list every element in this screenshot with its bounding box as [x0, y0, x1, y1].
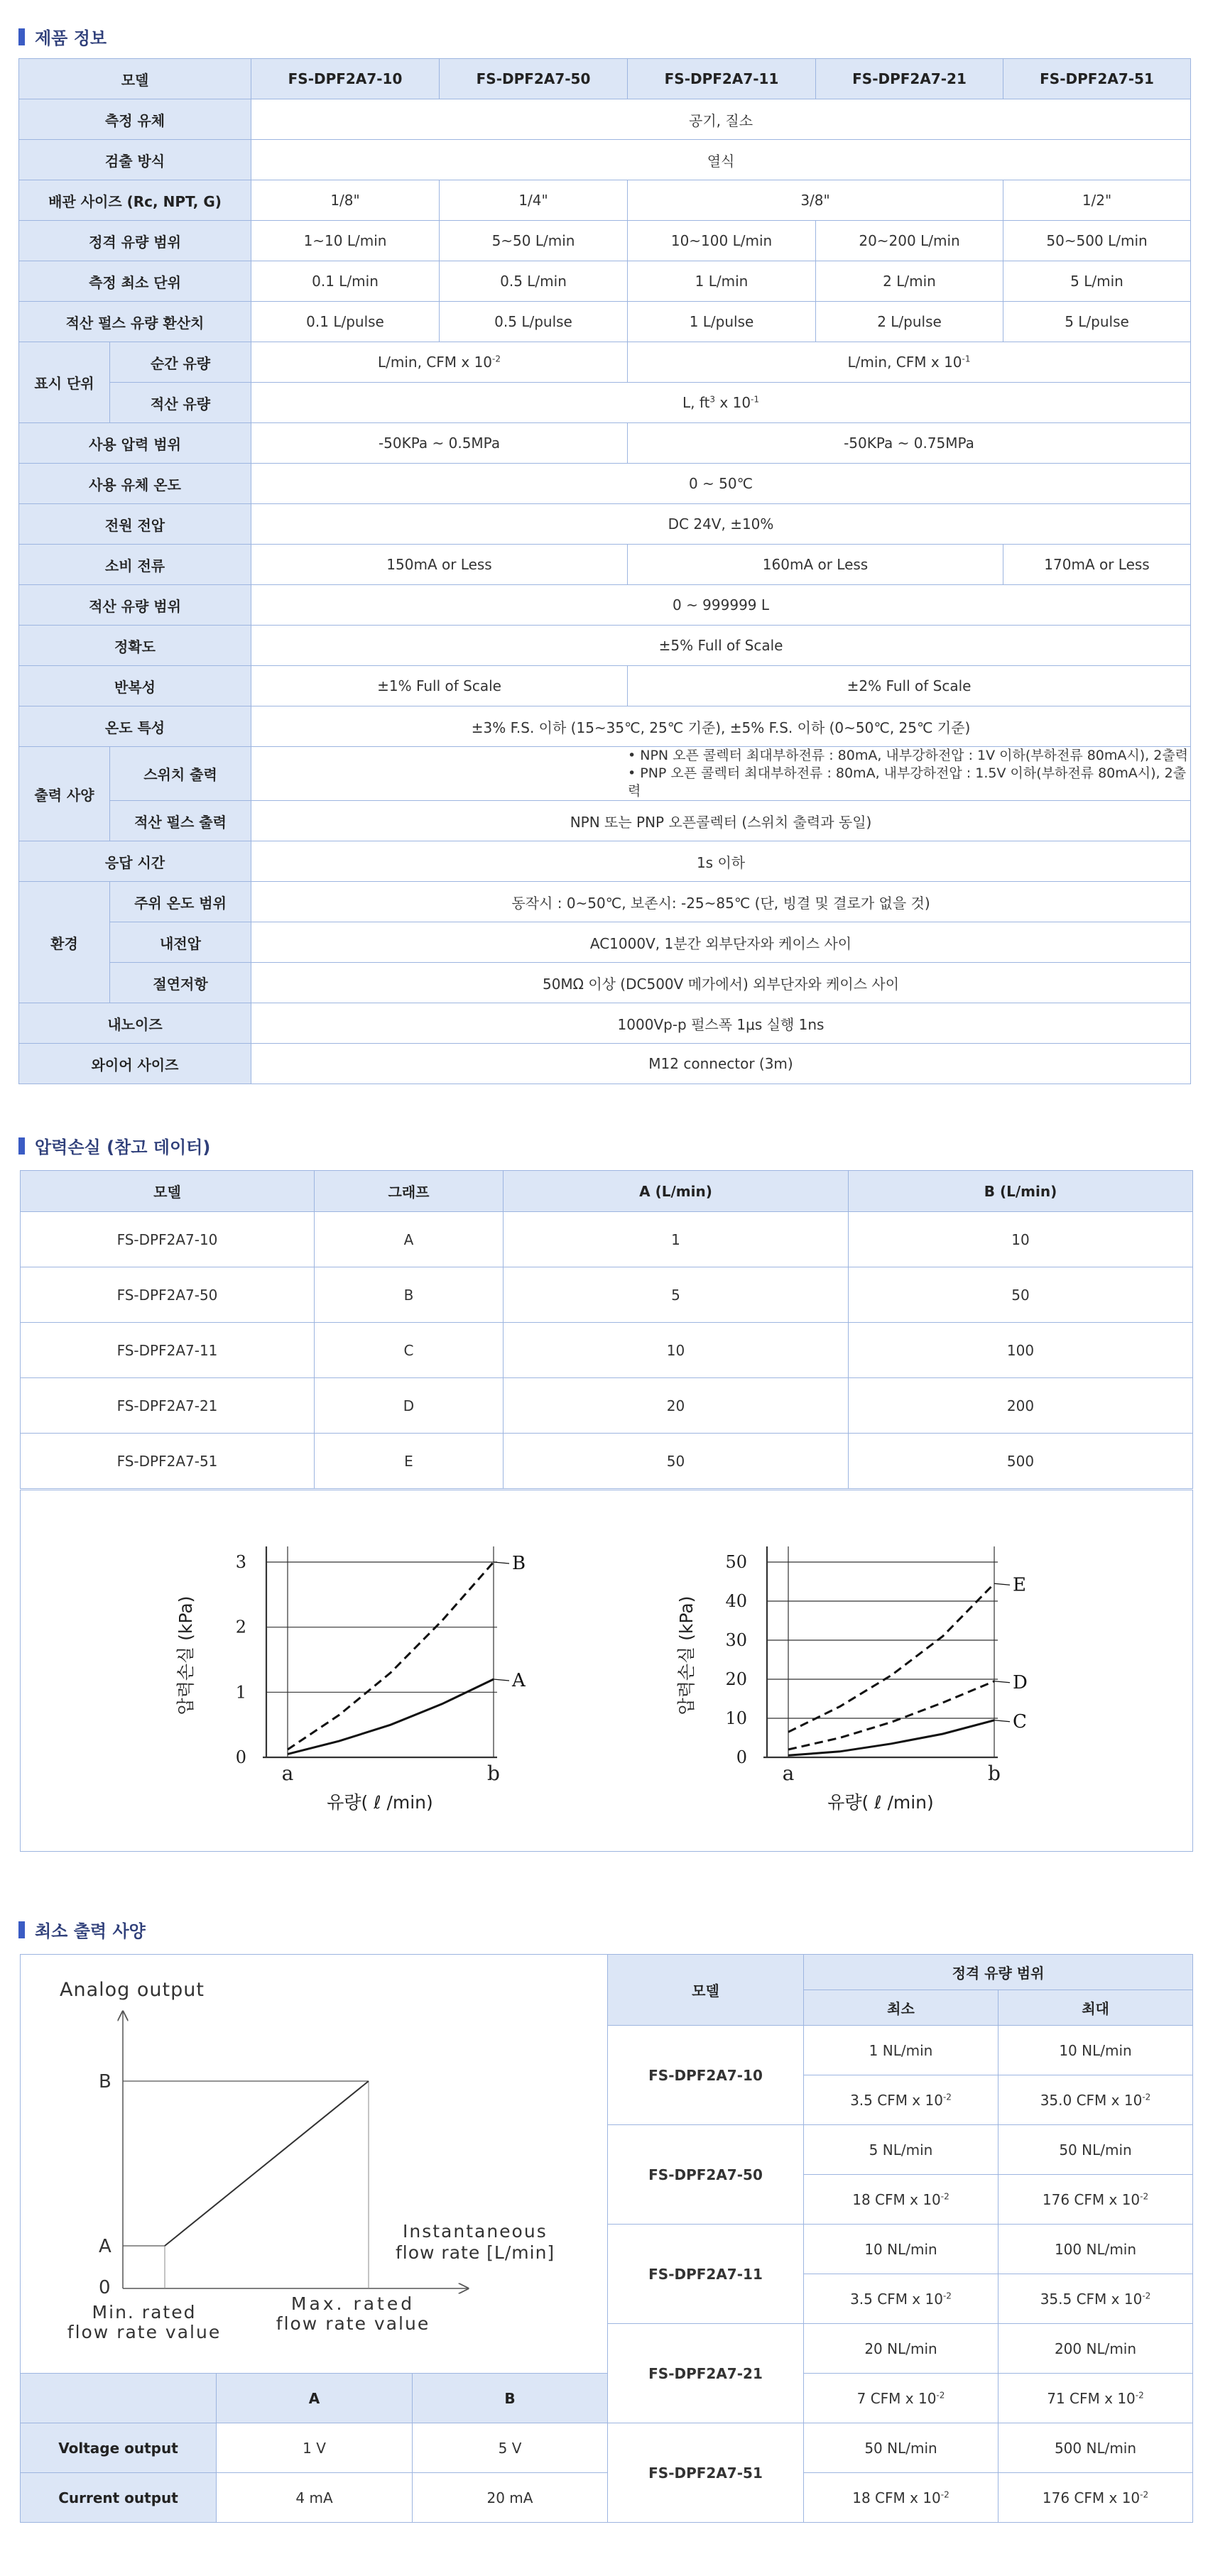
table-row: FS-DPF2A7-10 A 1 10: [21, 1212, 1193, 1267]
series-leader-a: [494, 1679, 509, 1681]
unit-value: 1 L/min: [628, 261, 816, 302]
method-label: 검출 방식: [19, 140, 251, 180]
fluid-value: 공기, 질소: [251, 99, 1191, 140]
table-row: 18 CFM x $10^{-2}$ 176 CFM x $10^{-2}$: [608, 2175, 1193, 2225]
temp-label: 사용 유체 온도: [19, 464, 251, 504]
fluid-label: 측정 유체: [19, 99, 251, 140]
pipe-value: 1/4": [440, 180, 628, 221]
series-line-d: [788, 1681, 994, 1750]
table-row: FS-DPF2A7-21 D 20 200: [21, 1378, 1193, 1434]
y-tick-label: 50: [725, 1552, 747, 1572]
y-axis-label: 압력손실 (kPa): [175, 1595, 196, 1715]
pipe-value: 1/2": [1003, 180, 1191, 221]
unit-value: 0.5 L/min: [440, 261, 628, 302]
ab-header: A: [217, 2374, 413, 2423]
withstand-label: 내전압: [110, 922, 251, 963]
pipe-label: 배관 사이즈 (Rc, NPT, G): [19, 180, 251, 221]
analog-y-label: Analog output: [60, 1979, 205, 2001]
series-label-d: D: [1013, 1671, 1028, 1693]
response-label: 응답 시간: [19, 841, 251, 882]
max-rated-label-1: Max. rated: [290, 2293, 415, 2314]
y-tick-label: 1: [235, 1682, 246, 1703]
switch-output-value: • NPN 오픈 콜렉터 최대부하전류 : 80mA, 내부강하전압 : 1V 이하(부하전류 80mA시), 2출력 • PNP 오픈 콜렉터 최대부하전류 : 80mA, 내부강하전압 : 1.5V 이하(부하전류 80mA시), 2출력: [251, 747, 1191, 801]
insulation-label: 절연저항: [110, 963, 251, 1003]
section-bullet-icon: [18, 1921, 25, 1938]
environment-label: 환경: [19, 882, 110, 1003]
ambient-label: 주위 온도 범위: [110, 882, 251, 922]
table-row: FS-DPF2A7-11 C 10 100: [21, 1323, 1193, 1378]
section-title-pressure-loss: 압력손실 (참고 데이터): [18, 1133, 210, 1158]
method-value: 열식: [251, 140, 1191, 180]
series-label-e: E: [1013, 1574, 1026, 1596]
y-tick-label: 3: [235, 1552, 246, 1572]
table-row: Voltage output 1 V 5 V: [21, 2423, 608, 2473]
series-leader-b: [494, 1562, 509, 1563]
series-leader-d: [994, 1681, 1010, 1683]
x-tick-label: a: [782, 1762, 795, 1785]
analog-b-tick: B: [99, 2071, 111, 2092]
ambient-value: 동작시 : 0~50℃, 보존시: -25~85℃ (단, 빙결 및 결로가 없을 것): [251, 882, 1191, 922]
pressure-label: 사용 압력 범위: [19, 423, 251, 464]
section-bullet-icon: [18, 28, 25, 45]
y-tick-label: 0: [736, 1747, 747, 1767]
ab-output-table: [20, 2373, 608, 2523]
spec-table: [18, 58, 1191, 1084]
series-label-a: A: [512, 1670, 526, 1691]
current-value: 150mA or Less: [251, 545, 628, 585]
pressure-value: -50KPa ~ 0.5MPa: [251, 423, 628, 464]
insulation-value: 50MΩ 이상 (DC500V 메가에서) 외부단자와 케이스 사이: [251, 963, 1191, 1003]
series-line-a: [288, 1679, 494, 1754]
range-value: 1~10 L/min: [251, 221, 440, 261]
unit-value: 5 L/min: [1003, 261, 1191, 302]
x-axis-label: 유량( ℓ /min): [827, 1792, 934, 1813]
pressure-loss-chart-ab: [170, 1519, 568, 1832]
y-tick-label: 40: [725, 1591, 747, 1611]
loss-header: B (L/min): [849, 1171, 1193, 1212]
switch-output-label: 스위치 출력: [110, 747, 251, 801]
rated-range-header: 정격 유량 범위: [804, 1955, 1193, 1990]
analog-a-tick: A: [99, 2236, 111, 2257]
series-line-c: [788, 1720, 994, 1756]
pulse-value: 1 L/pulse: [628, 302, 816, 342]
voltage-value: DC 24V, ±10%: [251, 504, 1191, 545]
table-row: FS-DPF2A7-50 5 NL/min 50 NL/min: [608, 2125, 1193, 2175]
analog-zero-tick: 0: [99, 2277, 111, 2298]
accrange-value: 0 ~ 999999 L: [251, 585, 1191, 626]
tempchar-value: ±3% F.S. 이하 (15~35℃, 25℃ 기준), ±5% F.S. 이하 (0~50℃, 25℃ 기준): [251, 706, 1191, 747]
pulse-label: 적산 펄스 유량 환산치: [19, 302, 251, 342]
model-name: FS-DPF2A7-11: [628, 59, 816, 99]
current-value: 170mA or Less: [1003, 545, 1191, 585]
current-label: 소비 전류: [19, 545, 251, 585]
display-unit-label: 표시 단위: [19, 342, 110, 423]
rated-flow-table: [607, 1954, 1193, 2523]
repeat-value: ±2% Full of Scale: [628, 666, 1191, 706]
temp-value: 0 ~ 50℃: [251, 464, 1191, 504]
accuracy-value: ±5% Full of Scale: [251, 626, 1191, 666]
analog-x-label-1: Instantaneous: [403, 2221, 548, 2242]
section-title-min-output: 최소 출력 사양: [18, 1917, 146, 1942]
series-leader-c: [994, 1720, 1010, 1722]
accpulse-output-label: 적산 펄스 출력: [110, 801, 251, 841]
inst-flow-label: 순간 유량: [110, 342, 251, 383]
spec-row-model: [19, 59, 1191, 99]
min-rated-label-2: flow rate value: [67, 2322, 222, 2342]
model-name: FS-DPF2A7-10: [251, 59, 440, 99]
unit-label: 측정 최소 단위: [19, 261, 251, 302]
analog-x-label-2: flow rate [L/min]: [396, 2242, 555, 2263]
table-row: FS-DPF2A7-51 E 50 500: [21, 1434, 1193, 1489]
current-value: 160mA or Less: [628, 545, 1003, 585]
y-tick-label: 10: [725, 1708, 747, 1728]
model-name: FS-DPF2A7-51: [1003, 59, 1191, 99]
model-name: FS-DPF2A7-21: [816, 59, 1003, 99]
analog-output-line: [165, 2081, 369, 2246]
y-tick-label: 2: [235, 1617, 246, 1637]
pressure-loss-table: [20, 1170, 1193, 1489]
range-label: 정격 유량 범위: [19, 221, 251, 261]
unit-value: 0.1 L/min: [251, 261, 440, 302]
model-name: FS-DPF2A7-50: [440, 59, 628, 99]
range-value: 20~200 L/min: [816, 221, 1003, 261]
range-value: 50~500 L/min: [1003, 221, 1191, 261]
range-value: 10~100 L/min: [628, 221, 816, 261]
range-value: 5~50 L/min: [440, 221, 628, 261]
x-axis-label: 유량( ℓ /min): [327, 1792, 433, 1813]
accum-flow-label: 적산 유량: [110, 383, 251, 423]
pulse-value: 0.1 L/pulse: [251, 302, 440, 342]
table-row: Current output 4 mA 20 mA: [21, 2473, 608, 2523]
tempchar-label: 온도 특성: [19, 706, 251, 747]
pulse-value: 5 L/pulse: [1003, 302, 1191, 342]
table-row: 3.5 CFM x $10^{-2}$ 35.5 CFM x $10^{-2}$: [608, 2274, 1193, 2324]
y-tick-label: 30: [725, 1630, 747, 1650]
pipe-value: 3/8": [628, 180, 1003, 221]
max-rated-label-2: flow rate value: [276, 2313, 430, 2334]
pipe-value: 1/8": [251, 180, 440, 221]
pressure-loss-chart-cde: [671, 1519, 1069, 1832]
table-row: FS-DPF2A7-51 50 NL/min 500 NL/min: [608, 2423, 1193, 2473]
x-tick-label: b: [988, 1762, 1001, 1785]
pulse-value: 2 L/pulse: [816, 302, 1003, 342]
noise-value: 1000Vp-p 펄스폭 1μs 실행 1ns: [251, 1003, 1191, 1044]
table-row: FS-DPF2A7-11 10 NL/min 100 NL/min: [608, 2225, 1193, 2274]
inst-flow-value-b: L/min, CFM x $10^{-1}$: [628, 342, 1191, 383]
series-label-c: C: [1013, 1710, 1027, 1732]
repeat-value: ±1% Full of Scale: [251, 666, 628, 706]
table-row: 3.5 CFM x $10^{-2}$ 35.0 CFM x $10^{-2}$: [608, 2075, 1193, 2125]
y-axis-label: 압력손실 (kPa): [676, 1595, 697, 1715]
output-spec-label: 출력 사양: [19, 747, 110, 841]
rated-min-header: 최소: [804, 1990, 998, 2026]
accuracy-label: 정확도: [19, 626, 251, 666]
series-leader-e: [994, 1583, 1010, 1585]
table-row: FS-DPF2A7-50 B 5 50: [21, 1267, 1193, 1323]
loss-header: 그래프: [315, 1171, 504, 1212]
accpulse-output-value: NPN 또는 PNP 오픈콜렉터 (스위치 출력과 동일): [251, 801, 1191, 841]
noise-label: 내노이즈: [19, 1003, 251, 1044]
wire-value: M12 connector (3m): [251, 1044, 1191, 1084]
series-line-b: [288, 1562, 494, 1750]
inst-flow-value-a: L/min, CFM x $10^{-2}$: [251, 342, 628, 383]
table-row: FS-DPF2A7-21 20 NL/min 200 NL/min: [608, 2324, 1193, 2374]
repeat-label: 반복성: [19, 666, 251, 706]
unit-value: 2 L/min: [816, 261, 1003, 302]
voltage-label: 전원 전압: [19, 504, 251, 545]
accum-flow-value: L, $ft^3$ x $10^{-1}$: [251, 383, 1191, 423]
accrange-label: 적산 유량 범위: [19, 585, 251, 626]
response-value: 1s 이하: [251, 841, 1191, 882]
section-title-product-info: 제품 정보: [18, 24, 107, 49]
section-bullet-icon: [18, 1137, 25, 1155]
loss-header: 모델: [21, 1171, 315, 1212]
table-row: 18 CFM x $10^{-2}$ 176 CFM x $10^{-2}$: [608, 2473, 1193, 2523]
table-row: 7 CFM x $10^{-2}$ 71 CFM x $10^{-2}$: [608, 2374, 1193, 2423]
ab-header: B: [413, 2374, 608, 2423]
loss-header: A (L/min): [504, 1171, 849, 1212]
series-label-b: B: [512, 1553, 526, 1574]
analog-output-diagram: [21, 1955, 606, 2372]
table-row: FS-DPF2A7-10 1 NL/min 10 NL/min: [608, 2026, 1193, 2075]
x-tick-label: b: [487, 1762, 500, 1785]
pressure-value: -50KPa ~ 0.75MPa: [628, 423, 1191, 464]
rated-max-header: 최대: [998, 1990, 1193, 2026]
model-header: 모델: [19, 59, 251, 99]
min-rated-label-1: Min. rated: [92, 2302, 197, 2323]
x-tick-label: a: [281, 1762, 294, 1785]
rated-model-header: 모델: [608, 1955, 804, 2026]
y-tick-label: 20: [725, 1669, 747, 1689]
withstand-value: AC1000V, 1분간 외부단자와 케이스 사이: [251, 922, 1191, 963]
series-line-e: [788, 1583, 994, 1732]
wire-label: 와이어 사이즈: [19, 1044, 251, 1084]
y-tick-label: 0: [235, 1747, 246, 1767]
pulse-value: 0.5 L/pulse: [440, 302, 628, 342]
